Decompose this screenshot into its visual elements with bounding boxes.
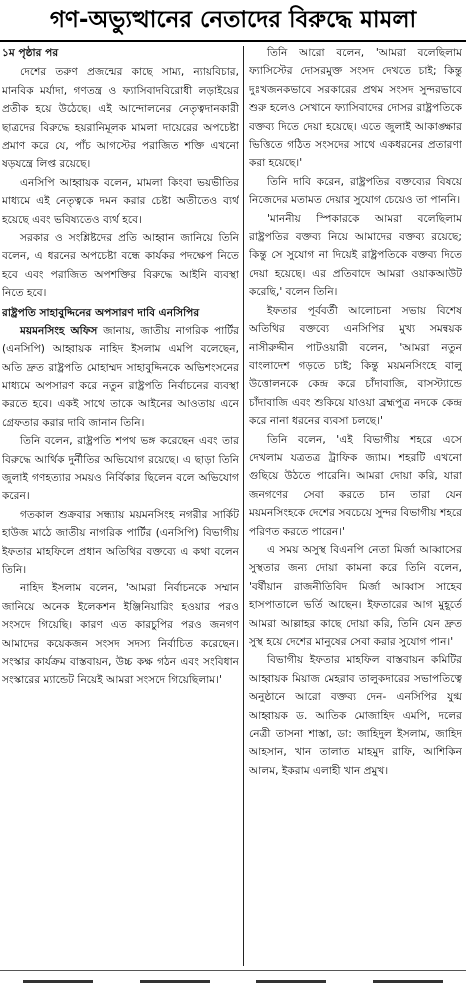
cropped-text-fragment xyxy=(256,980,326,993)
bottom-rule xyxy=(0,970,466,971)
paragraph: তিনি আরো বলেন, 'আমরা বলেছিলাম ফ্যাসিস্টের দোসরমুক্ত সংসদ দেখতে চাই; কিন্তু দুঃখজনকভাবে সরকারের প্রথম সংসদ সুন্দরভাবে শুরু হলেও সেখানে ফ্যাসিবাদের দোসর রাষ্ট্রপতিকে বক্তব্য দিতে দেয়া হয়েছে। এতে জুলাই আকাঙ্ক্ষার ভিত্তিতে গঠিত সংসদের সাথে একধরনের প্রতারণা করা হয়েছে।' xyxy=(249,47,462,170)
paragraph: ইফতার পূর্ববর্তী আলোচনা সভায় বিশেষ অতিথির বক্তব্যে এনসিপির মুখ্য সমন্বয়ক নাসীরুদ্দীন পাটওয়ারী বলেন, 'আমরা নতুন বাংলাদেশ গড়তে চাই; কিন্তু ময়মনসিংহে বালু উত্তোলনকে কেন্দ্র করে চাঁদাবাজি, বাসস্ট্যান্ডে চাঁদাবাজি এবং শুকিয়ে যাওয়া ব্রহ্মপুত্র নদকে কেন্দ্র করে নানা ধরনের ব্যবসা চলছে।' xyxy=(249,304,462,428)
paragraph: এনসিপি আহ্বায়ক বলেন, মামলা কিংবা ভয়ভীতির মাধ্যমে এই নেতৃত্বকে দমন করার চেষ্টা অতীতেও ব্যর্থ হয়েছে এবং ভবিষ্যতেও ব্যর্থ হবে। xyxy=(2,176,239,226)
next-article-strip xyxy=(0,972,466,993)
cropped-text-fragment xyxy=(373,980,443,993)
continued-from-label: ১ম পৃষ্ঠার পর xyxy=(2,47,59,59)
byline-paragraph xyxy=(2,322,239,432)
paragraph: দেশের তরুণ প্রজন্মের কাছে সাম্য, ন্যায়বিচার, মানবিক মর্যাদা, গণতন্ত্র ও ফ্যাসিবাদবিরোধী লড়াইয়ের প্রতীক হয়ে উঠেছে। এই আন্দোলনের নেতৃত্বদানকারী ছাত্রদের বিরুদ্ধে হয়রানিমূলক মামলা দায়েরের অপচেষ্টা প্রমাণ করে যে, পাঁচ আগস্টের পরাজিত শক্তি এখনো ষড়যন্ত্রে লিপ্ত রয়েছে। xyxy=(2,66,239,171)
paragraph: 'মাননীয় স্পিকারকে আমরা বলেছিলাম রাষ্ট্রপতির বক্তব্য নিয়ে আমাদের বক্তব্য রয়েছে; কিন্তু সে সুযোগ না দিয়েই রাষ্ট্রপতিকে বক্তব্য দিতে দেয়া হয়েছে। এর প্রতিবাদে আমরা ওয়াকআউট করেছি,' বলেন তিনি। xyxy=(249,212,462,299)
cropped-text-fragment xyxy=(23,980,93,993)
byline: ময়মনসিংহ অফিস xyxy=(20,324,98,337)
right-column xyxy=(249,44,462,969)
column-divider xyxy=(243,46,244,966)
cropped-text-fragment xyxy=(140,980,210,993)
paragraph: এ সময় অসুস্থ বিএনপি নেতা মির্জা আব্বাসের সুস্থতার জন্য দোয়া কামনা করে তিনি বলেন, 'বর্ষীয়ান রাজনীতিবিদ মির্জা আব্বাস সাহেব হাসপাতালে ভর্তি আছেন। ইফতারের আগ মুহূর্তে আমরা আল্লাহর কাছে দোয়া করি, তিনি যেন দ্রুত সুস্থ হয়ে দেশের মানুষের সেবা করার সুযোগ পান।' xyxy=(249,543,462,648)
paragraph: সরকার ও সংশ্লিষ্টদের প্রতি আহ্বান জানিয়ে তিনি বলেন, এ ধরনের অপচেষ্টা বন্ধে কার্যকর পদক্ষেপ নিতে হবে এবং পরাজিত অপশক্তির বিরুদ্ধে আইনি ব্যবস্থা নিতে হবে। xyxy=(2,232,239,300)
paragraph: তিনি বলেন, 'এই বিভাগীয় শহরে এসে দেখলাম যত্রতত্র ট্রাফিক জ্যাম। শহরটি এখনো গুছিয়ে উঠতে পারেনি। আমরা দোয়া করি, যারা জনগণের সেবা করতে চান তারা যেন ময়মনসিংহকে দেশের সবচেয়ে সুন্দর বিভাগীয় শহরে পরিণত করতে পারেন।' xyxy=(249,433,462,538)
paragraph: বিভাগীয় ইফতার মাহফিল বাস্তবায়ন কমিটির আহ্বায়ক মিয়াজ মেহরাব তালুকদারের সভাপতিত্বে অনুষ্ঠানে আরো বক্তব্য দেন- এনসিপির যুগ্ম আহ্বায়ক ড. আতিক মোজাহিদ এমপি, দলের নেত্রী তাসনা শাস্তা, ডা: জাহিদুল ইসলাম, জাহিদ আহসান, খান তালাত মাহমুদ রাফি, আশিকিন আলম, ইকরাম এলাহী খান প্রমুখ। xyxy=(249,654,462,777)
paragraph: গতকাল শুক্রবার সন্ধ্যায় ময়মনসিংহ নগরীর সার্কিট হাউজ মাঠে জাতীয় নাগরিক পার্টির (এনসিপি) বিভাগীয় ইফতার মাহফিলে প্রধান অতিথির বক্তব্যে এ কথা বলেন তিনি। xyxy=(2,508,239,576)
headline: গণ-অভ্যুত্থানের নেতাদের বিরুদ্ধে মামলা xyxy=(0,0,466,42)
paragraph: তিনি দাবি করেন, রাষ্ট্রপতির বক্তব্যের বিষয়ে নিজেদের মতামত দেয়ার সুযোগ চেয়েও তা পাননি। xyxy=(249,175,462,207)
paragraph: তিনি বলেন, রাষ্ট্রপতি শপথ ভঙ্গ করেছেন এবং তার বিরুদ্ধে আর্থিক দুর্নীতির অভিযোগ রয়েছে। এ ছাড়া তিনি জুলাই গণহত্যার সময়ও নির্বিকার ছিলেন বলে অভিযোগ করেন। xyxy=(2,435,239,503)
byline-text: জানায়, জাতীয় নাগরিক পার্টির (এনসিপি) আহ্বায়ক নাহিদ ইসলাম এমপি বলেছেন, অতি দ্রুত রাষ্ট্রপতি মোহাম্মদ সাহাবুদ্দিনকে অভিশংসনের মাধ্যমে অপসারণ করে নতুন রাষ্ট্রপতি নির্বাচনের ব্যবস্থা করতে হবে। একই সাথে তাকে আইনের আওতায় এনে গ্রেফতার করার দাবি জানান তিনি। xyxy=(2,324,239,429)
subheadline: রাষ্ট্রপতি সাহাবুদ্দিনের অপসারণ দাবি এনসিপির xyxy=(2,306,200,319)
paragraph: নাহিদ ইসলাম বলেন, 'আমরা নির্বাচনকে সম্মান জানিয়ে অনেক ইলেকশন ইঞ্জিনিয়ারিং হওয়ার পরও সংসদে গিয়েছি। কারণ এত কারচুপির পরও জনগণ আমাদের কয়েকজন সংসদ সদস্য নির্বাচিত করেছেন। সংস্কার কার্যক্রম বাস্তবায়ন, উচ্চ কক্ষ গঠন এবং সংবিধান সংস্কারের ম্যান্ডেট নিয়েই আমরা সংসদে গিয়েছিলাম।' xyxy=(2,582,239,687)
left-column xyxy=(2,44,239,969)
